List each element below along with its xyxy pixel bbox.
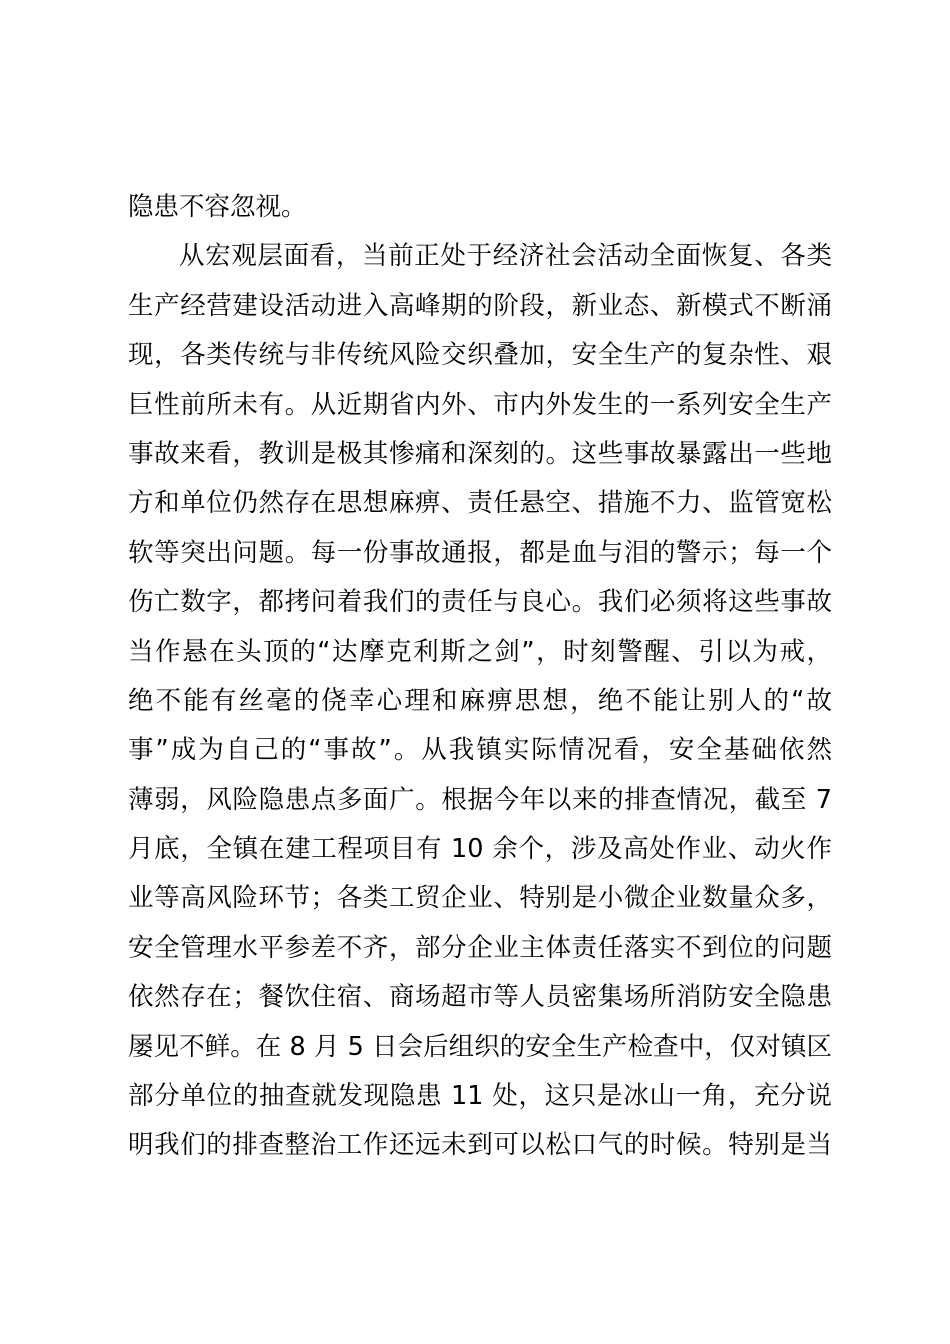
body-text <box>128 183 832 1171</box>
text-line: 安全管理水平参差不齐，部分企业主体责任落实不到位的问题 <box>128 932 832 963</box>
text-line: 薄弱，风险隐患点多面广。根据今年以来的排查情况，截至 7 <box>128 784 832 815</box>
text-line: 生产经营建设活动进入高峰期的阶段，新业态、新模式不断涌 <box>128 290 832 321</box>
text-line: 事故来看，教训是极其惨痛和深刻的。这些事故暴露出一些地 <box>128 438 832 469</box>
text-line: 从宏观层面看，当前正处于经济社会活动全面恢复、各类 <box>179 241 832 272</box>
text-line: 隐患不容忽视。 <box>128 192 307 222</box>
text-line: 事”成为自己的“事故”。从我镇实际情况看，安全基础依然 <box>128 735 832 766</box>
text-line: 当作悬在头顶的“达摩克利斯之剑”，时刻警醒、引以为戒， <box>128 636 832 667</box>
text-line: 方和单位仍然存在思想麻痹、责任悬空、措施不力、监管宽松 <box>128 488 832 519</box>
text-line: 依然存在；餐饮住宿、商场超市等人员密集场所消防安全隐患 <box>128 982 832 1013</box>
text-line: 月底，全镇在建工程项目有 10 余个，涉及高处作业、动火作 <box>128 834 832 865</box>
text-line: 软等突出问题。每一份事故通报，都是血与泪的警示；每一个 <box>128 537 832 568</box>
text-line: 明我们的排查整治工作还远未到可以松口气的时候。特别是当 <box>128 1130 832 1161</box>
text-line: 现，各类传统与非传统风险交织叠加，安全生产的复杂性、艰 <box>128 340 832 371</box>
text-line: 伤亡数字，都拷问着我们的责任与良心。我们必须将这些事故 <box>128 587 832 618</box>
text-line: 屡见不鲜。在 8 月 5 日会后组织的安全生产检查中，仅对镇区 <box>128 1031 832 1062</box>
text-line: 部分单位的抽查就发现隐患 11 处，这只是冰山一角，充分说 <box>128 1081 832 1112</box>
text-line: 绝不能有丝毫的侥幸心理和麻痹思想，绝不能让别人的“故 <box>128 685 832 716</box>
text-line: 业等高风险环节；各类工贸企业、特别是小微企业数量众多， <box>128 883 832 914</box>
text-line: 巨性前所未有。从近期省内外、市内外发生的一系列安全生产 <box>128 389 832 420</box>
